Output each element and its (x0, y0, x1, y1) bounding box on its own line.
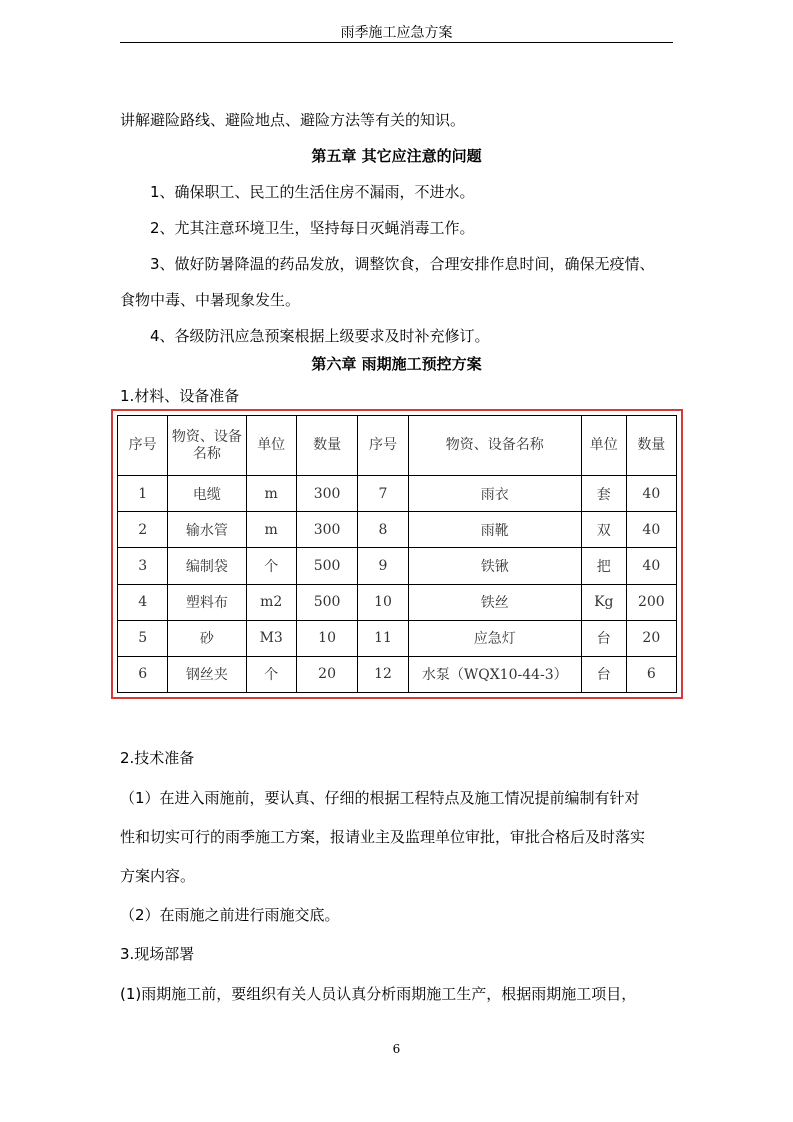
col-header-index: 序号 (118, 416, 168, 476)
table-cell: 9 (358, 548, 408, 584)
table-cell: 6 (626, 656, 676, 692)
table-row (118, 548, 677, 584)
table-cell: 台 (581, 620, 626, 656)
table-cell: 钢丝夹 (168, 656, 246, 692)
table-cell: 电缆 (168, 476, 246, 512)
table-cell: 1 (118, 476, 168, 512)
table-cell: 砂 (168, 620, 246, 656)
table-cell: 台 (581, 656, 626, 692)
col-header-index: 序号 (358, 416, 408, 476)
chapter5-heading: 第五章 其它应注意的问题 (311, 147, 482, 165)
table-cell: 20 (296, 656, 357, 692)
chapter5-item: 2、尤其注意环境卫生，坚持每日灭蝇消毒工作。 (150, 219, 475, 237)
table-cell: 40 (626, 548, 676, 584)
table-cell: 把 (581, 548, 626, 584)
table-cell: 8 (358, 512, 408, 548)
tech-prep-line: 方案内容。 (120, 867, 196, 885)
table-cell: 水泵（WQX10-44-3） (408, 656, 581, 692)
table-cell: 20 (626, 620, 676, 656)
table-cell: 3 (118, 548, 168, 584)
table-cell: 个 (246, 656, 296, 692)
table-row (118, 512, 677, 548)
col-header-qty: 数量 (626, 416, 676, 476)
table-cell: 雨靴 (408, 512, 581, 548)
table-cell: 12 (358, 656, 408, 692)
site-layout-line: (1)雨期施工前，要组织有关人员认真分析雨期施工生产，根据雨期施工项目， (120, 985, 637, 1003)
page-number: 6 (392, 1042, 401, 1056)
table-cell: M3 (246, 620, 296, 656)
table-cell: 500 (296, 584, 357, 620)
table-cell: 300 (296, 476, 357, 512)
table-cell: 10 (296, 620, 357, 656)
table-row (118, 476, 677, 512)
table-cell: m (246, 476, 296, 512)
tech-prep-line: （1）在进入雨施前，要认真、仔细的根据工程特点及施工情况提前编制有针对 (120, 789, 640, 807)
table-cell: 7 (358, 476, 408, 512)
table-cell: 11 (358, 620, 408, 656)
table-cell: 200 (626, 584, 676, 620)
col-header-qty: 数量 (296, 416, 357, 476)
table-cell: 双 (581, 512, 626, 548)
table-header-row (118, 416, 677, 476)
table-cell: 2 (118, 512, 168, 548)
header-rule (120, 42, 673, 43)
table-cell: 500 (296, 548, 357, 584)
table-cell: 套 (581, 476, 626, 512)
chapter5-item-continued: 食物中毒、中暑现象发生。 (120, 291, 301, 309)
tech-prep-line: （2）在雨施之前进行雨施交底。 (120, 906, 340, 924)
page-header-title: 雨季施工应急方案 (340, 25, 453, 41)
materials-table (117, 415, 677, 693)
col-header-name: 物资、设备名称 (168, 416, 246, 476)
table-cell: Kg (581, 584, 626, 620)
chapter5-item: 3、做好防暑降温的药品发放，调整饮食，合理安排作息时间，确保无疫情、 (150, 255, 655, 273)
col-header-unit: 单位 (581, 416, 626, 476)
chapter5-item: 4、各级防汛应急预案根据上级要求及时补充修订。 (150, 327, 490, 345)
chapter6-heading: 第六章 雨期施工预控方案 (311, 355, 482, 373)
col-header-name: 物资、设备名称 (408, 416, 581, 476)
section1-title: 1.材料、设备准备 (120, 387, 240, 405)
chapter5-item: 1、确保职工、民工的生活住房不漏雨，不进水。 (150, 183, 475, 201)
table-row (118, 620, 677, 656)
table-cell: 5 (118, 620, 168, 656)
materials-table-frame (111, 409, 683, 699)
table-cell: 铁丝 (408, 584, 581, 620)
table-cell: 40 (626, 476, 676, 512)
table-cell: 雨衣 (408, 476, 581, 512)
table-cell: m2 (246, 584, 296, 620)
table-row (118, 656, 677, 692)
table-cell: 6 (118, 656, 168, 692)
table-cell: 4 (118, 584, 168, 620)
table-cell: 输水管 (168, 512, 246, 548)
col-header-unit: 单位 (246, 416, 296, 476)
table-cell: 编制袋 (168, 548, 246, 584)
table-cell: 铁锹 (408, 548, 581, 584)
table-row (118, 584, 677, 620)
intro-line: 讲解避险路线、避险地点、避险方法等有关的知识。 (120, 111, 466, 129)
table-cell: 个 (246, 548, 296, 584)
tech-prep-line: 性和切实可行的雨季施工方案，报请业主及监理单位审批，审批合格后及时落实 (120, 828, 646, 846)
table-cell: 10 (358, 584, 408, 620)
table-cell: 300 (296, 512, 357, 548)
table-cell: m (246, 512, 296, 548)
table-cell: 40 (626, 512, 676, 548)
tech-prep-title: 2.技术准备 (120, 749, 195, 767)
table-cell: 塑料布 (168, 584, 246, 620)
site-layout-title: 3.现场部署 (120, 945, 195, 963)
table-cell: 应急灯 (408, 620, 581, 656)
